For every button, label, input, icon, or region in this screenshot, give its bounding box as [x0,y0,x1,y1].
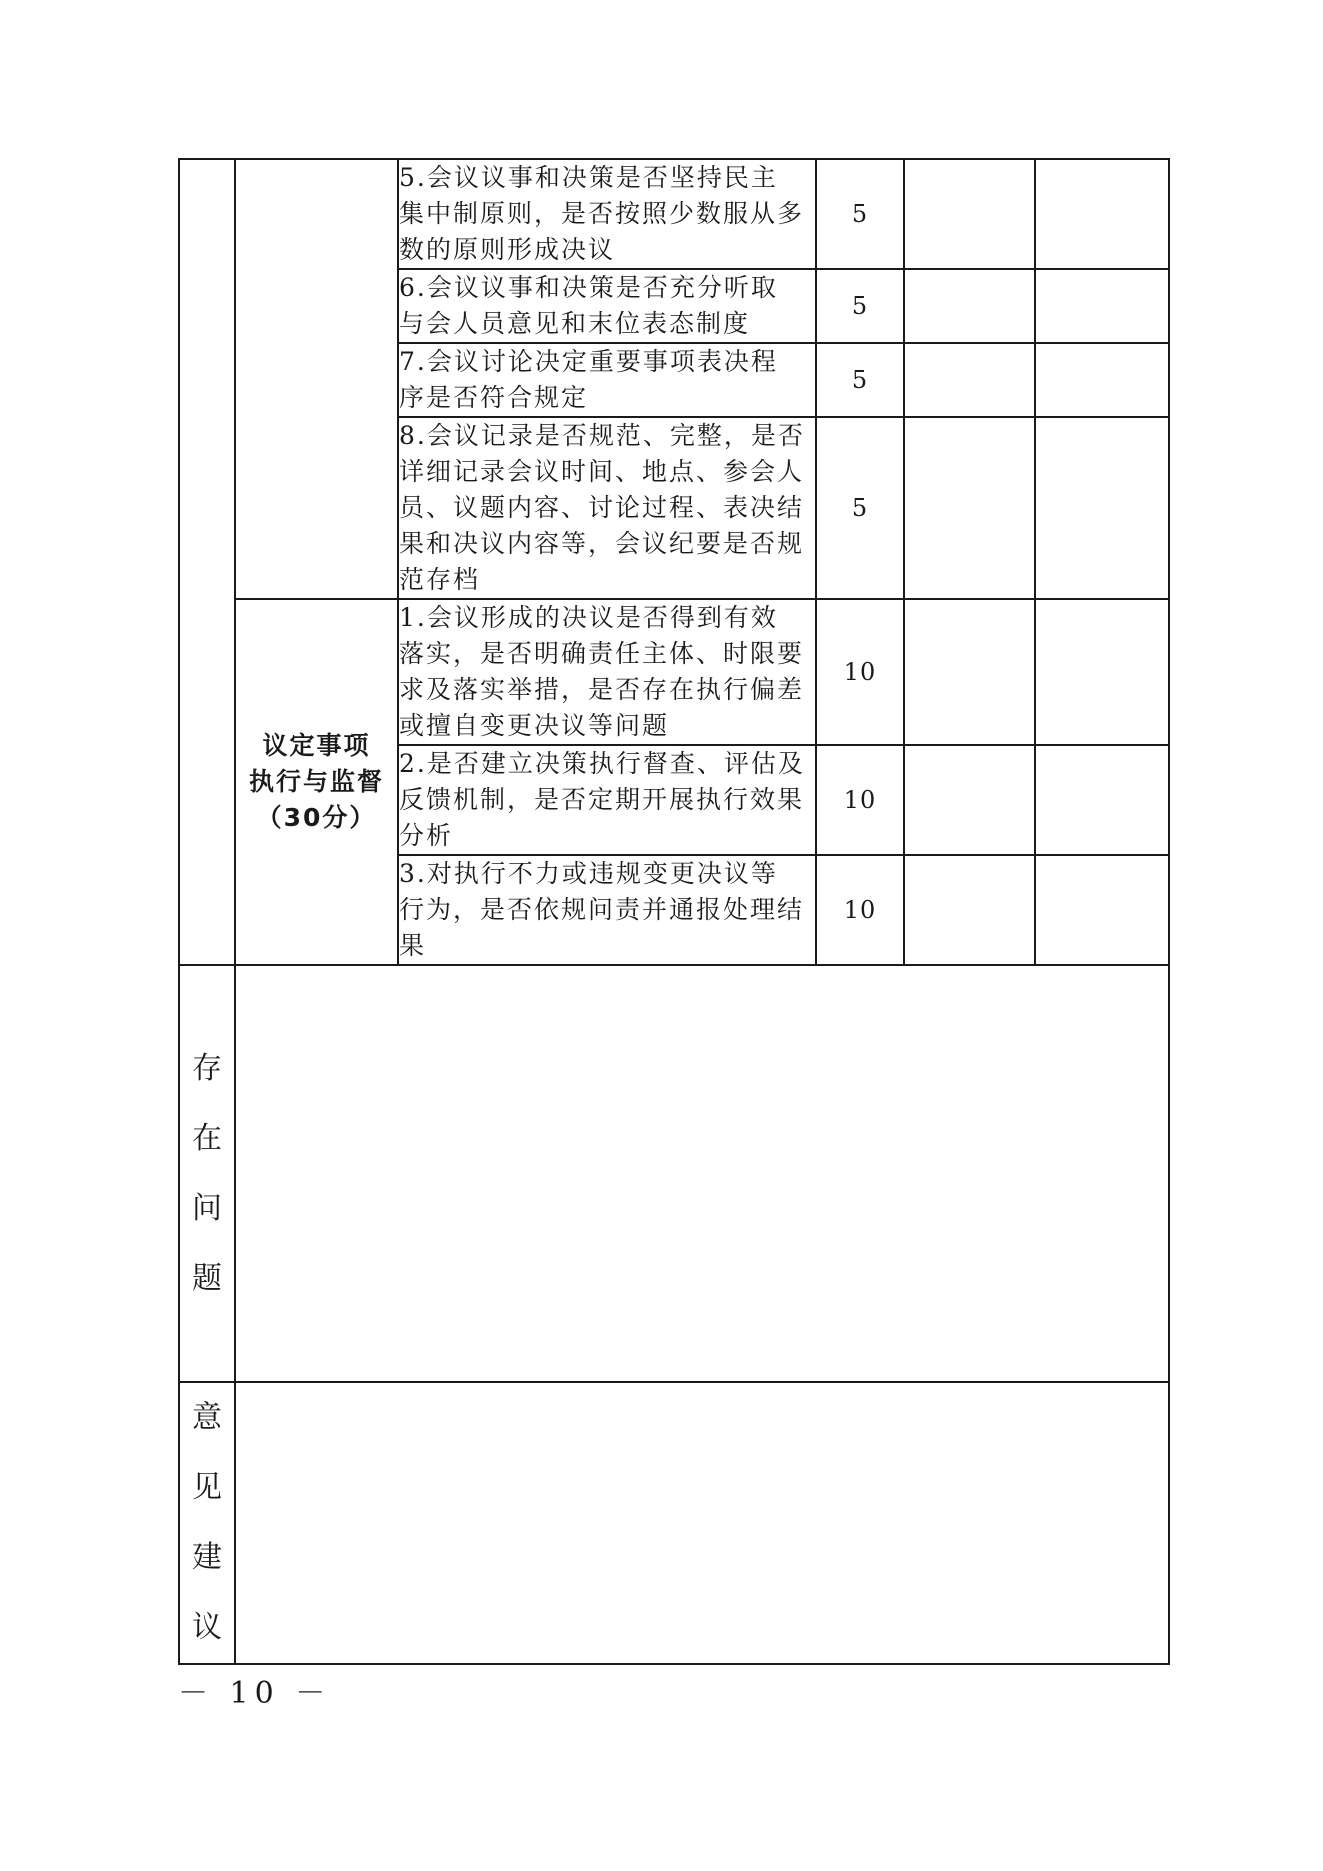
problems-field[interactable] [235,965,1169,1382]
review-score-cell[interactable] [1035,745,1169,855]
self-score-cell[interactable] [904,159,1035,269]
criterion-text: 8.会议记录是否规范、完整，是否 详细记录会议时间、地点、参会人 员、议题内容、讨论过程、表决结 果和决议内容等，会议纪要是否规 范存档 [398,417,816,599]
problems-label: 存 在 问 题 [179,965,235,1382]
score-value: 10 [816,855,904,965]
review-score-cell[interactable] [1035,855,1169,965]
score-value: 10 [816,599,904,745]
table-row [179,159,1169,269]
self-score-cell[interactable] [904,269,1035,343]
review-score-cell[interactable] [1035,417,1169,599]
suggestions-label: 意 见 建 议 [179,1382,235,1664]
score-value: 5 [816,343,904,417]
evaluation-table [178,158,1170,1665]
review-score-cell[interactable] [1035,599,1169,745]
page-number: － 10 － [178,1676,332,1711]
category-cell-continued [235,159,398,599]
problems-row [179,965,1169,1382]
score-value: 5 [816,269,904,343]
index-cell [179,159,235,965]
table-row [179,599,1169,745]
review-score-cell[interactable] [1035,269,1169,343]
self-score-cell[interactable] [904,855,1035,965]
criterion-text: 2.是否建立决策执行督查、评估及 反馈机制，是否定期开展执行效果 分析 [398,745,816,855]
criterion-text: 7.会议讨论决定重要事项表决程 序是否符合规定 [398,343,816,417]
self-score-cell[interactable] [904,343,1035,417]
suggestions-field[interactable] [235,1382,1169,1664]
self-score-cell[interactable] [904,599,1035,745]
review-score-cell[interactable] [1035,343,1169,417]
criterion-text: 6.会议议事和决策是否充分听取 与会人员意见和末位表态制度 [398,269,816,343]
self-score-cell[interactable] [904,417,1035,599]
criterion-text: 1.会议形成的决议是否得到有效 落实，是否明确责任主体、时限要 求及落实举措，是否存在执行偏差 或擅自变更决议等问题 [398,599,816,745]
score-value: 5 [816,417,904,599]
criterion-text: 5.会议议事和决策是否坚持民主 集中制原则，是否按照少数服从多 数的原则形成决议 [398,159,816,269]
review-score-cell[interactable] [1035,159,1169,269]
category-execution-label: 议定事项 执行与监督 （30分） [235,599,398,965]
score-value: 5 [816,159,904,269]
suggestions-row [179,1382,1169,1664]
score-value: 10 [816,745,904,855]
criterion-text: 3.对执行不力或违规变更决议等 行为，是否依规问责并通报处理结 果 [398,855,816,965]
self-score-cell[interactable] [904,745,1035,855]
